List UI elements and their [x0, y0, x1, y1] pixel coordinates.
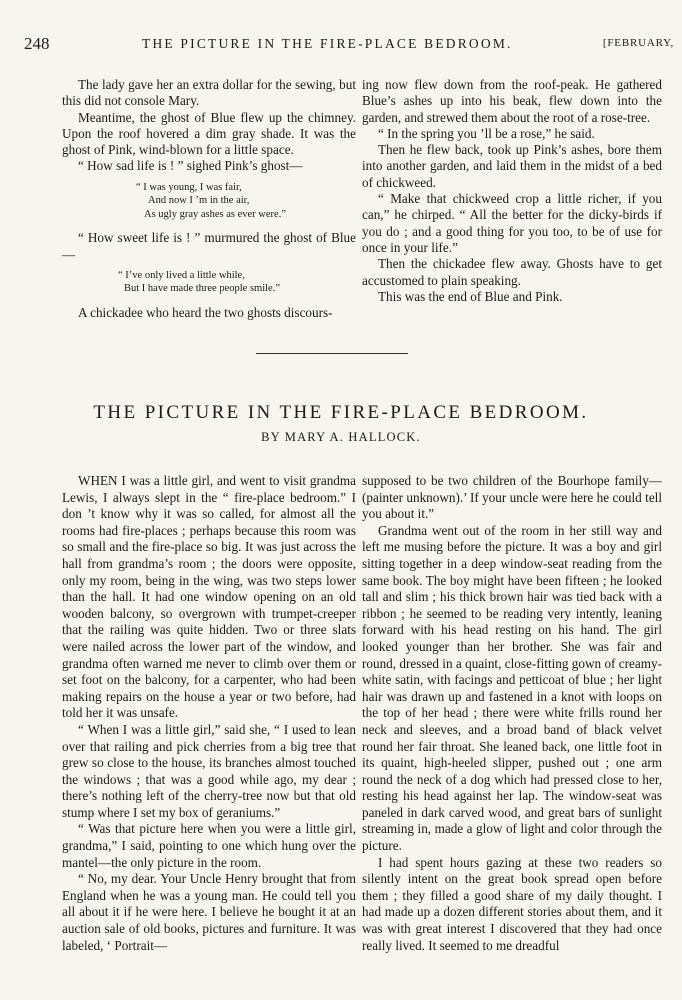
drop-word: WHEN	[78, 473, 118, 488]
bottom-left-column	[62, 473, 356, 954]
verse-stanza	[62, 269, 356, 296]
article-title: THE PICTURE IN THE FIRE-PLACE BEDROOM.	[93, 402, 589, 423]
paragraph: ing now flew down from the roof-peak. He gathered Blue’s ashes up into his beak, flew down into the garden, and strewed them about the root of a rose-tree.	[362, 77, 662, 125]
verse-line: “ I was young, I was fair,	[136, 181, 242, 193]
paragraph: “ Make that chickweed crop a little richer, if you can,” he chirped. “ All the better for the dicky-birds if you do ; and a good thing for you too, to be of use for once in your life.”	[362, 191, 662, 255]
verse-line: And now I ’m in the air,	[148, 195, 250, 207]
paragraph	[62, 473, 356, 722]
paragraph: Then the chickadee flew away. Ghosts have to get accustomed to plain speaking.	[362, 256, 662, 288]
top-right-column	[362, 77, 662, 305]
paragraph: Meantime, the ghost of Blue flew up the chimney. Upon the roof hovered a dim gray shade. It was the ghost of Pink, wind-blown for a little space.	[62, 109, 356, 158]
paragraph: Then he flew back, took up Pink’s ashes, bore them into another garden, and laid them in the midst of a bed of chickweed.	[362, 142, 662, 190]
section-divider	[256, 353, 408, 354]
paragraph: supposed to be two children of the Bourhope family—(painter unknown).’ If your uncle were here he could tell you about it.”	[362, 473, 662, 522]
paragraph: “ No, my dear. Your Uncle Henry brought that from England when he was a young man. He could tell you all about it if he were here. I believe he bought it at an auction sale of old books, pictures and furniture. It was labeled, ‘ Portrait—	[62, 871, 356, 953]
paragraph: “ Was that picture here when you were a little girl, grandma,” I said, pointing to one which hung over the mantel—the only picture in the room.	[62, 821, 356, 870]
top-left-column	[62, 77, 356, 321]
running-month: [FEBRUARY,	[602, 37, 674, 49]
verse-stanza	[62, 181, 356, 222]
paragraph: The lady gave her an extra dollar for the sewing, but this did not console Mary.	[62, 77, 356, 109]
verse-line: But I have made three people smile.”	[124, 283, 280, 295]
paragraph: “ In the spring you ’ll be a rose,” he said.	[378, 125, 595, 141]
paragraph: “ How sweet life is ! ” murmured the ghost of Blue—	[62, 230, 356, 262]
paragraph: I had spent hours gazing at these two readers so silently intent on the great book spread open before them ; they filled a good share of my daily thought. I had made up a dozen different stories about them, and it was with great interest I discovered that they had once really lived. It seemed to me dreadful	[362, 854, 662, 953]
article-byline: BY MARY A. HALLOCK.	[261, 430, 421, 444]
running-header	[24, 34, 674, 56]
paragraph: “ When I was a little girl,” said she, “ I used to lean over that railing and pick cherries from a big tree that grew so close to the house, its branches almost touched the windows ; that was a good while ago, my dear ; there’s nothing left of the cherry-tree now but that old stump where I set my box of geraniums.”	[62, 721, 356, 820]
page-number: 248	[24, 34, 50, 53]
verse-line: “ I’ve only lived a little while,	[118, 269, 245, 281]
running-title: THE PICTURE IN THE FIRE-PLACE BEDROOM.	[142, 36, 513, 51]
verse-line: As ugly gray ashes as ever were.”	[144, 208, 286, 220]
bottom-right-column	[362, 473, 662, 954]
paragraph: A chickadee who heard the two ghosts discours-	[78, 304, 333, 320]
paragraph: “ How sad life is ! ” sighed Pink’s ghost—	[78, 158, 303, 174]
paragraph-text: I was a little girl, and went to visit grandma Lewis, I always slept in the “ fire-place bedroom.” I don ’t know why it was so called, for almost all the rooms had fire-places ; perhaps because this room was so small and the fire-place so big. It was just across the hall from grandma’s room ; the doors were opposite, only my room, being in the wing, was two steps lower than the hall. It had one window opening on an old wooden balcony, so overgrown with trumpet-creeper that the railing was quite hidden. Two or three slats were nailed across the lower part of the window, and grandma often warned me never to climb over them or set foot on the balcony, for a carpenter, who had been making repairs on the house a year or two before, had told her it was unsafe.	[62, 473, 356, 721]
paragraph: Grandma went out of the room in her still way and left me musing before the picture. It was a boy and girl sitting together in a deep window-seat reading from the same book. The boy might have been fifteen ; he looked tall and slim ; his thick brown hair was tied back with a ribbon ; he seemed to be reading very intently, leaning forward with his head resting on his hand. The girl looked younger than her brother. She was fair and round, dressed in a quaint, close-fitting gown of creamy-white satin, with facings and petticoat of blue ; her light hair was drawn up and fastened in a knot with loops on the top of her head ; there were white frills round her neck and sleeves, and a broad band of black velvet round her fair throat. She leaned back, one little foot in its quaint, high-heeled slipper, pushed out ; one arm round the neck of a dog which had pressed close to her, resting his head against her lap. The window-seat was paneled in dark carved wood, and great bars of sunlight streaming in, made a glow of light and color through the picture.	[362, 522, 662, 854]
paragraph: This was the end of Blue and Pink.	[378, 288, 563, 304]
